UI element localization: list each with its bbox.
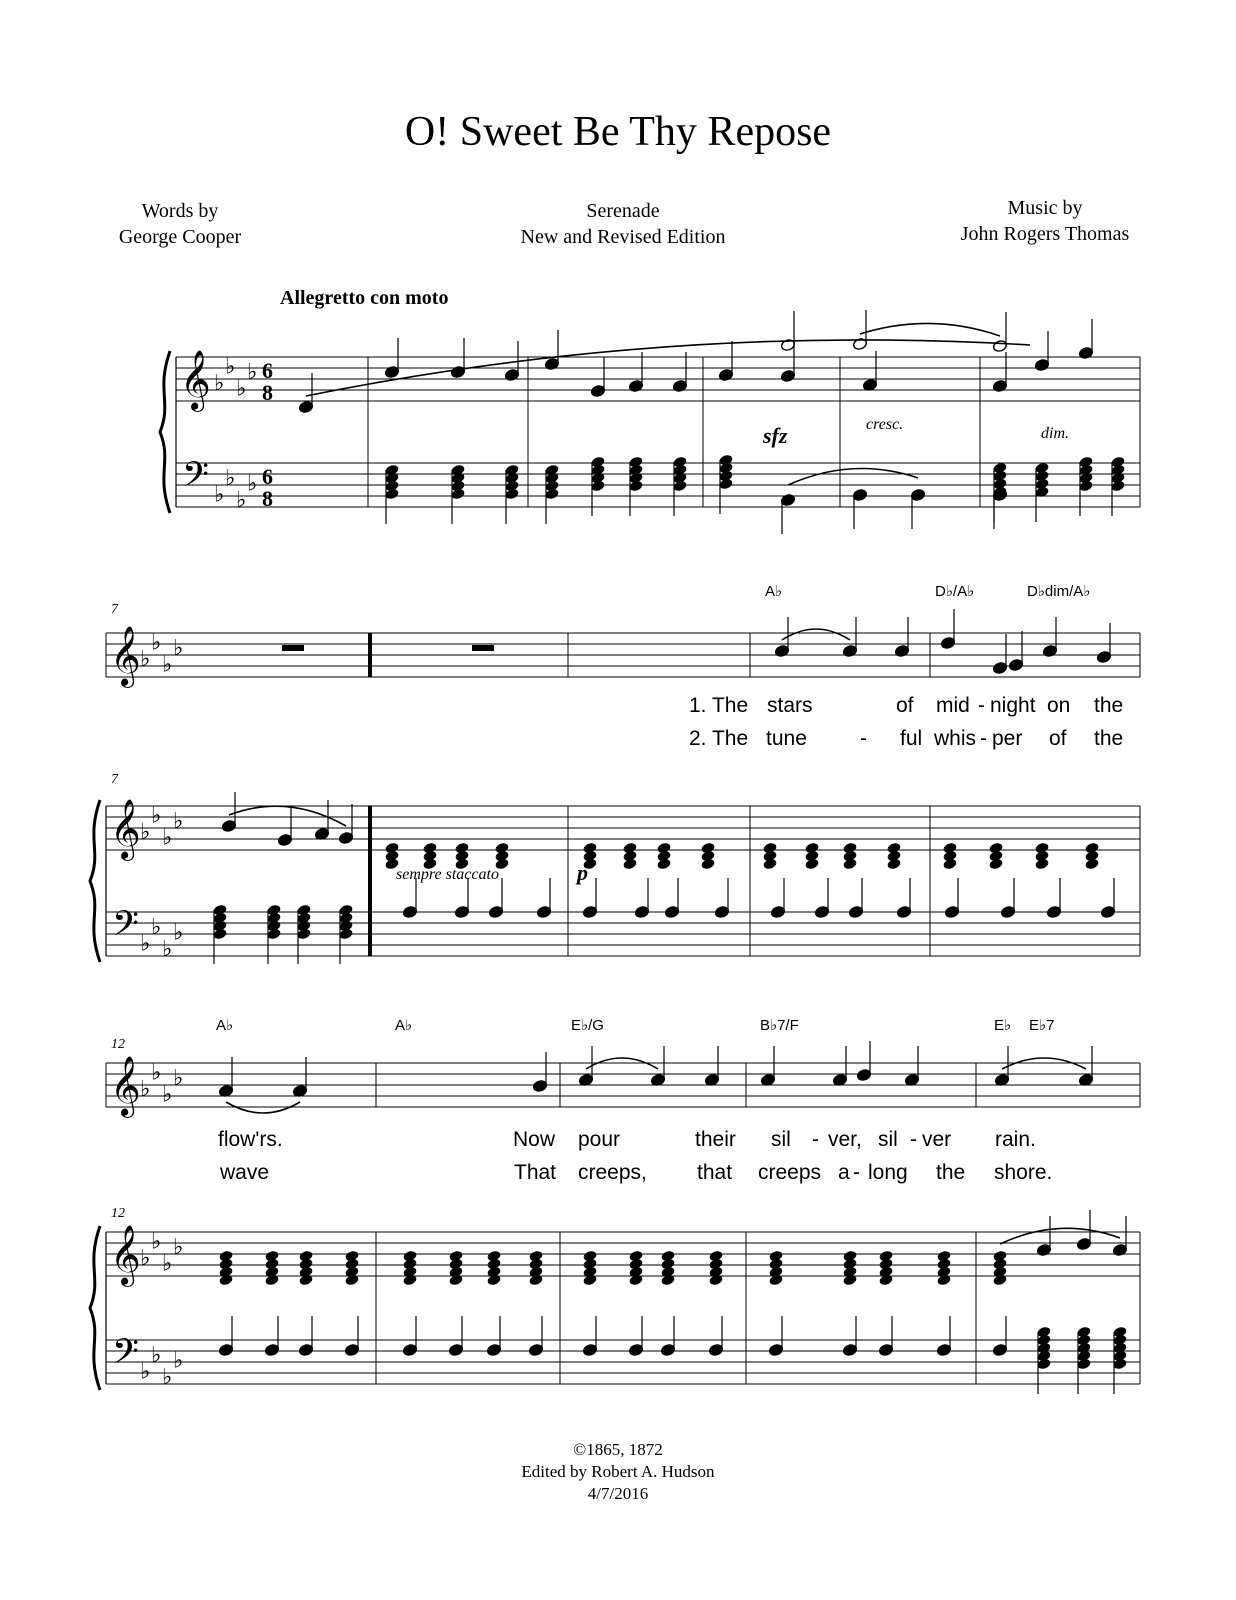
flat-sign: ♭	[151, 915, 162, 940]
notehead	[656, 858, 671, 871]
notehead	[266, 928, 281, 941]
flat-sign: ♭	[214, 371, 225, 396]
staff-lines	[106, 354, 1140, 1384]
notehead	[708, 1274, 723, 1287]
notehead	[486, 1274, 501, 1287]
brace	[90, 1226, 100, 1390]
notehead	[660, 1274, 675, 1287]
slurs	[226, 323, 1120, 1244]
flat-sign: ♭	[236, 376, 247, 402]
lyric: wave	[220, 1161, 270, 1184]
flat-sign: ♭	[151, 803, 162, 829]
chord-symbol: E♭	[994, 1017, 1012, 1034]
slur	[782, 629, 850, 640]
tempo-marking: Allegretto con moto	[280, 287, 449, 309]
notehead	[528, 1274, 543, 1287]
treble-clef: 𝄞	[180, 350, 211, 410]
bass-clef: 𝄢	[112, 1331, 140, 1380]
flat-sign: ♭	[236, 488, 247, 513]
notehead	[544, 488, 559, 501]
lyric: -	[812, 1128, 819, 1151]
flat-sign: ♭	[162, 1365, 173, 1390]
chord-symbol: E♭/G	[571, 1017, 604, 1034]
notehead	[590, 480, 605, 493]
flat-sign: ♭	[173, 809, 184, 834]
lyric: 1. The	[689, 694, 749, 717]
notehead	[942, 858, 957, 871]
time-signature-top: 6	[262, 464, 273, 489]
lyric: per	[992, 727, 1023, 750]
treble-clef: 𝄞	[110, 1056, 141, 1116]
copyright: ©1865, 1872	[573, 1440, 663, 1459]
notehead	[886, 858, 901, 871]
lyric: a	[838, 1161, 850, 1184]
flat-sign: ♭	[247, 471, 258, 497]
notehead	[338, 928, 353, 941]
flat-sign: ♭	[140, 820, 151, 845]
time-signature-top: 6	[262, 358, 273, 383]
notehead	[1112, 1358, 1127, 1371]
bass-clef: 𝄢	[182, 454, 210, 503]
slur	[860, 323, 1000, 336]
page-title: O! Sweet Be Thy Repose	[404, 109, 832, 155]
whole-rest	[282, 645, 304, 651]
notehead	[384, 488, 399, 501]
expression-dim: dim.	[1041, 425, 1069, 442]
lyric: flow'rs.	[218, 1128, 283, 1151]
subtitle-serenade: Serenade	[586, 200, 660, 222]
notehead	[504, 488, 519, 501]
music-by-label: Music by	[1007, 197, 1083, 219]
flat-sign: ♭	[173, 636, 184, 661]
lyric: pour	[578, 1128, 621, 1151]
time-signature-bottom: 8	[262, 486, 273, 511]
lyric: whis	[934, 727, 977, 750]
notehead	[718, 478, 733, 491]
lyricist-name: George Cooper	[118, 226, 242, 248]
notehead	[212, 928, 227, 941]
brace	[90, 800, 100, 962]
barlines	[106, 354, 1140, 1384]
notehead	[296, 928, 311, 941]
notehead	[672, 480, 687, 493]
lyric: long	[868, 1161, 908, 1184]
lyric: ver,	[828, 1128, 862, 1151]
notehead	[450, 488, 465, 501]
lyric: mid	[936, 694, 970, 717]
flat-sign: ♭	[247, 360, 258, 385]
flat-sign: ♭	[140, 1077, 151, 1102]
notehead	[628, 1274, 643, 1287]
lyric: 2. The	[689, 727, 749, 750]
lyric: stars	[767, 694, 813, 717]
chord-symbol: D♭/A♭	[935, 583, 975, 600]
lyric: -	[978, 694, 985, 717]
flat-sign: ♭	[151, 1060, 162, 1086]
flat-sign: ♭	[151, 1343, 162, 1368]
lyric: on	[1047, 694, 1071, 717]
key-signatures	[140, 355, 257, 1391]
chord-symbol: E♭7	[1029, 1017, 1055, 1034]
lyric: -	[980, 727, 987, 750]
lyric: sil	[878, 1128, 898, 1151]
notehead	[448, 1274, 463, 1287]
slur	[788, 469, 918, 485]
flat-sign: ♭	[173, 920, 184, 946]
lyric: Now	[513, 1128, 556, 1151]
composer-name: John Rogers Thomas	[960, 223, 1130, 245]
notehead	[1036, 1358, 1051, 1371]
notehead	[1084, 858, 1099, 871]
notehead	[622, 858, 637, 871]
dynamic-p: p	[577, 860, 588, 885]
treble-clef: 𝄞	[110, 626, 141, 686]
flat-sign: ♭	[225, 354, 236, 380]
bass-clef: 𝄢	[112, 903, 140, 952]
expression-sempre-staccato: sempre staccato	[396, 866, 499, 883]
lyric: that	[697, 1161, 733, 1184]
notehead	[582, 1274, 597, 1287]
flat-sign: ♭	[162, 1082, 173, 1108]
notehead	[842, 858, 857, 871]
lyric: ful	[900, 727, 923, 750]
chord-symbol: A♭	[765, 583, 783, 600]
lyric: creeps	[758, 1161, 822, 1184]
chord-symbol: A♭	[395, 1017, 413, 1034]
flat-sign: ♭	[140, 1359, 151, 1385]
notehead	[992, 1274, 1007, 1287]
clefs	[110, 350, 273, 1380]
notehead	[768, 1274, 783, 1287]
flat-sign: ♭	[214, 482, 225, 508]
lyric: That	[514, 1161, 557, 1184]
lyric: the	[1094, 694, 1124, 717]
lyric: -	[860, 727, 867, 750]
lyric: the	[1094, 727, 1124, 750]
lyric: of	[896, 694, 914, 717]
brace	[160, 351, 170, 513]
whole-rest	[472, 645, 494, 651]
lyric: the	[936, 1161, 966, 1184]
lyric: ver	[922, 1128, 952, 1151]
notehead	[402, 1274, 417, 1287]
chord-symbol: D♭dim/A♭	[1027, 583, 1091, 600]
lyric: of	[1049, 727, 1067, 750]
notehead	[1078, 480, 1093, 493]
notes	[212, 310, 1127, 1394]
flat-sign: ♭	[173, 1066, 184, 1091]
measure-number: 7	[111, 772, 118, 787]
measure-number: 7	[111, 602, 118, 617]
footer	[0, 1439, 1236, 1505]
notehead	[700, 858, 715, 871]
dynamic-sfz: sfz	[763, 423, 788, 448]
flat-sign: ♭	[162, 825, 173, 851]
flat-sign: ♭	[162, 937, 173, 962]
measure-number: 12	[111, 1206, 125, 1221]
chord-symbol: A♭	[216, 1017, 234, 1034]
flat-sign: ♭	[173, 1348, 184, 1374]
measure-number: 12	[111, 1037, 125, 1052]
notehead	[628, 480, 643, 493]
lyric: night	[990, 694, 1036, 717]
flat-sign: ♭	[140, 1246, 151, 1271]
flat-sign: ♭	[140, 931, 151, 957]
notehead	[762, 858, 777, 871]
lyric: their	[695, 1128, 736, 1151]
lyric: -	[910, 1128, 917, 1151]
flat-sign: ♭	[162, 652, 173, 678]
notehead	[1034, 858, 1049, 871]
lyric: shore.	[994, 1161, 1053, 1184]
chord-symbol: B♭7/F	[760, 1017, 799, 1034]
flat-sign: ♭	[140, 647, 151, 672]
notehead	[804, 858, 819, 871]
lyric: creeps,	[578, 1161, 647, 1184]
notehead	[264, 1274, 279, 1287]
notehead	[988, 858, 1003, 871]
notehead	[218, 1274, 233, 1287]
lyric: -	[853, 1161, 860, 1184]
notehead	[298, 1274, 313, 1287]
notehead	[878, 1274, 893, 1287]
notehead	[1034, 486, 1049, 499]
treble-clef: 𝄞	[110, 1225, 141, 1285]
words-by-label: Words by	[141, 200, 219, 222]
expression-cresc: cresc.	[866, 416, 904, 433]
editor-credit: Edited by Robert A. Hudson	[521, 1462, 715, 1481]
notehead	[344, 1274, 359, 1287]
time-signature-bottom: 8	[262, 380, 273, 405]
flat-sign: ♭	[151, 1229, 162, 1255]
notehead	[1076, 1358, 1091, 1371]
lyric: sil	[771, 1128, 791, 1151]
edit-date: 4/7/2016	[587, 1484, 649, 1503]
lyric: tune	[766, 727, 807, 750]
notehead	[842, 1274, 857, 1287]
flat-sign: ♭	[162, 1251, 173, 1277]
notehead	[936, 1274, 951, 1287]
treble-clef: 𝄞	[110, 799, 141, 859]
flat-sign: ♭	[151, 630, 162, 656]
slur	[1000, 1228, 1120, 1244]
edition-label: New and Revised Edition	[520, 226, 726, 248]
flat-sign: ♭	[225, 466, 236, 491]
lyric: rain.	[995, 1128, 1036, 1151]
flat-sign: ♭	[173, 1235, 184, 1260]
notehead	[1110, 480, 1125, 493]
